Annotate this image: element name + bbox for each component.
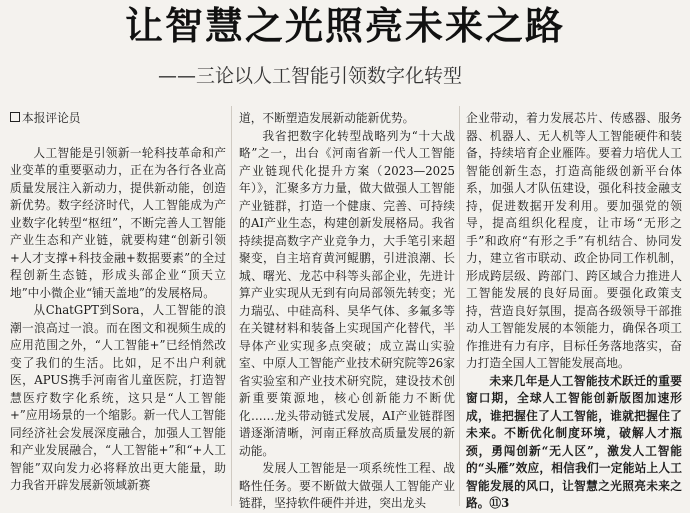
paragraph: 人工智能是引领新一轮科技革命和产业变革的重要驱动力，正在为各行各业高质量发展注入新动力，提供新动能，创造新优势。数字经济时代，人工智能成为产业数字化转型“枢纽”，不断完善人工智能产业生态和产业链，就要构建“创新引领+人才支撑+科技金融+数据要素”的全过程创新生态链，形成头部企业“顶天立地”中小微企业“铺天盖地”的发展格局。 [10, 145, 226, 300]
paragraph: 企业带动，着力发展芯片、传感器、服务器、机器人、无人机等人工智能硬件和装备，持续培育企业雁阵。要着力培优人工智能创新生态，打造高能级创新平台体系，加强人才队伍建设，强化科技金融支持，促进数据开发利用。要加强党的领导，提高组织化程度，让市场“无形之手”和政府“有形之手”有机结合、协同发力，建立省市联动、政企协同工作机制，形成跨层级、跨部门、跨区域合力推进人工智能发展的良好局面。要强化政策支持，营造良好氛围，提高各级领导干部推动人工智能发展的本领能力，确保各项工作推进有力有序，目标任务落地落实，奋力打造全国人工智能发展高地。 [466, 111, 682, 370]
article-column-1 [10, 110, 226, 495]
column-divider [459, 106, 460, 506]
headline: 让智慧之光照亮未来之路 [124, 4, 565, 48]
paragraph: 发展人工智能是一项系统性工程、战略性任务。要不断做大做强人工智能产业链群，坚持软件硬件并进，突出龙头 [239, 461, 455, 510]
article-column-3 [466, 110, 682, 513]
paragraph: 我省把数字化转型战略列为“十大战略”之一，出台《河南省新一代人工智能产业链现代化提升方案（2023—2025年）》，汇聚多方力量，做大做强人工智能产业链群，打造一个健康、完善、可持续的AI产业生态，构建创新发展格局。我省持续提高数字产业竞争力，大手笔引来超聚变，自主培育黄河鲲鹏，引进浪潮、长城、曙光、龙芯中科等头部企业，先进计算产业实现从无到有向局部领先转变；光力瑞弘、中硅高科、昊华气体、多氟多等在关键材料和装备上实现国产化替代，半导体产业实现多点突破；成立嵩山实验室、中原人工智能产业技术研究院等26家省实验室和产业技术研究院，建设技术创新重要策源地，核心创新能力不断优化……龙头带动链式发展，AI产业链群图谱逐渐清晰，河南正释放高质量发展的新动能。 [239, 128, 455, 458]
subheadline: ——三论以人工智能引领数字化转型 [158, 65, 463, 87]
paragraph: 道，不断塑造发展新动能新优势。 [239, 111, 415, 125]
article-column-2 [239, 110, 455, 513]
column-divider [231, 106, 232, 506]
box-icon [10, 112, 20, 122]
byline-text: 本报评论员 [22, 111, 81, 125]
paragraph: 从ChatGPT到Sora，人工智能的浪潮一浪高过一浪。而在图文和视频生成的应用范围之外，“人工智能+”已经悄然改变了我们的生活。比如，足不出户利就医，APUS携手河南省儿童医院，打造智慧医疗数字化系统，这只是“人工智能+”应用场景的一个缩影。新一代人工智能同经济社会发展深度融合，加强人工智能和产业发展融合，“人工智能+”和“+人工智能”双向发力必将释放出更大能量，助力我省开辟发展新领域新赛 [10, 303, 226, 492]
closing-paragraph: 未来几年是人工智能技术跃迁的重要窗口期，全球人工智能创新版图加速形成，谁把握住了人工智能，谁就把握住了未来。不断优化制度环境，破解人才瓶颈，勇闯创新“无人区”，激发人工智能的“头雁”效应，相信我们一定能站上人工智能发展的风口，让智慧之光照亮未来之路。⑪3 [466, 373, 682, 510]
byline [10, 110, 226, 128]
